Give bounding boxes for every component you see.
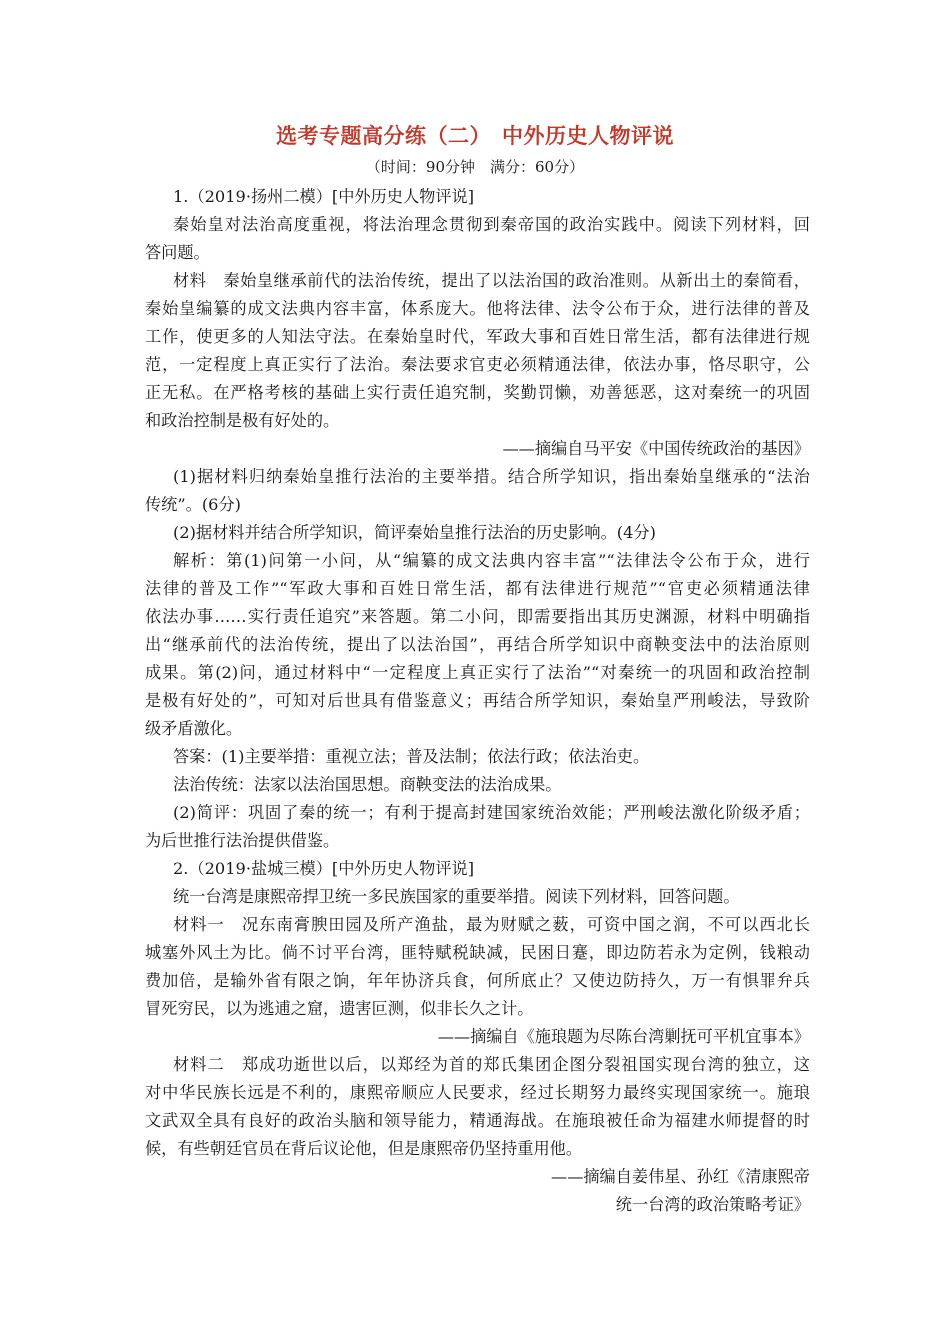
text-line: 法治传统：法家以法治国思想。商鞅变法的法治成果。 (173, 775, 562, 794)
text-line: (1)据材料归纳秦始皇推行法治的主要举措。结合所学知识，指出秦始皇继承的“法治 (173, 467, 810, 486)
text-line: 为后世推行法治提供借鉴。 (145, 831, 340, 850)
text-line: 1.（2019·扬州二模）[中外历史人物评说] (173, 187, 475, 206)
text-line: ——摘编自《施琅题为尽陈台湾剿抚可平机宜事本》 (437, 1027, 810, 1046)
text-line: 解析：第(1)问第一小问，从“编纂的成文法典内容丰富”“法律法令公布于众，进行 (173, 551, 810, 570)
exam-meta: （时间：90分钟 满分：60分） (365, 158, 585, 176)
text-line: 候，有些朝廷官员在背后议论他，但是康熙帝仍坚持重用他。 (145, 1139, 583, 1158)
text-line: ——摘编自马平安《中国传统政治的基因》 (502, 439, 810, 458)
text-line: 是极有好处的”，可知对后世具有借鉴意义；再结合所学知识，秦始皇严刑峻法，导致阶 (145, 691, 810, 710)
text-line: (2)据材料并结合所学知识，简评秦始皇推行法治的历史影响。(4分) (173, 523, 656, 542)
text-line: 范，一定程度上真正实行了法治。秦法要求官吏必须精通法律，依法办事，恪尽职守，公 (145, 355, 810, 374)
text-line: 冒死穷民，以为逃逋之窟，遗害叵测，似非长久之计。 (145, 999, 534, 1018)
text-line: 正无私。在严格考核的基础上实行责任追究制，奖勤罚懒，劝善惩恶，这对秦统一的巩固 (145, 383, 810, 402)
text-line: 答问题。 (145, 243, 210, 262)
text-line: 统一台湾是康熙帝捍卫统一多民族国家的重要举措。阅读下列材料，回答问题。 (173, 887, 740, 906)
page-title: 选考专题高分练（二） 中外历史人物评说 (276, 124, 674, 148)
text-line: 材料一 况东南膏腴田园及所产渔盐，最为财赋之薮，可资中国之润，不可以西北长 (173, 915, 810, 934)
text-line: 材料 秦始皇继承前代的法治传统，提出了以法治国的政治准则。从新出土的秦简看， (173, 271, 810, 290)
text-line: 秦始皇编纂的成文法典内容丰富，体系庞大。他将法律、法令公布于众，进行法律的普及 (145, 299, 810, 318)
text-line: 和政治控制是极有好处的。 (145, 411, 340, 430)
text-line: 出“继承前代的法治传统，提出了以法治国”，再结合所学知识中商鞅变法中的法治原则 (145, 635, 810, 654)
text-line: 工作，使更多的人知法守法。在秦始皇时代，军政大事和百姓日常生活，都有法律进行规 (145, 327, 810, 346)
text-line: 2.（2019·盐城三模）[中外历史人物评说] (173, 859, 475, 878)
text-line: (2)简评：巩固了秦的统一；有利于提高封建国家统治效能；严刑峻法激化阶级矛盾； (173, 803, 810, 822)
text-line: ——摘编自姜伟星、孙红《清康熙帝 (551, 1167, 810, 1186)
text-line: 统一台湾的政治策略考证》 (615, 1195, 810, 1214)
text-line: 秦始皇对法治高度重视，将法治理念贯彻到秦帝国的政治实践中。阅读下列材料，回 (173, 215, 810, 234)
text-line: 文武双全具有良好的政治头脑和领导能力，精通海战。在施琅被任命为福建水师提督的时 (145, 1111, 810, 1130)
text-line: 依法办事……实行责任追究”来答题。第二小问，即需要指出其历史渊源，材料中明确指 (145, 607, 810, 626)
text-line: 成果。第(2)问，通过材料中“一定程度上真正实行了法治”“对秦统一的巩固和政治控制 (145, 663, 810, 682)
text-line: 级矛盾激化。 (145, 719, 243, 738)
text-line: 答案：(1)主要举措：重视立法；普及法制；依法行政；依法治吏。 (173, 747, 650, 766)
text-line: 城塞外风土为比。倘不讨平台湾，匪特赋税缺减，民困日蹇，即边防若永为定例，钱粮动 (145, 943, 810, 962)
text-line: 材料二 郑成功逝世以后，以郑经为首的郑氏集团企图分裂祖国实现台湾的独立，这 (173, 1055, 810, 1074)
text-line: 费加倍，是输外省有限之饷，年年协济兵食，何所底止？又使边防持久，万一有惧罪弁兵 (145, 971, 810, 990)
text-line: 传统”。(6分) (145, 495, 241, 514)
text-line: 对中华民族长远是不利的，康熙帝顺应人民要求，经过长期努力最终实现国家统一。施琅 (145, 1083, 810, 1102)
text-line: 法律的普及工作”“军政大事和百姓日常生活，都有法律进行规范”“官吏必须精通法律 (145, 579, 810, 598)
